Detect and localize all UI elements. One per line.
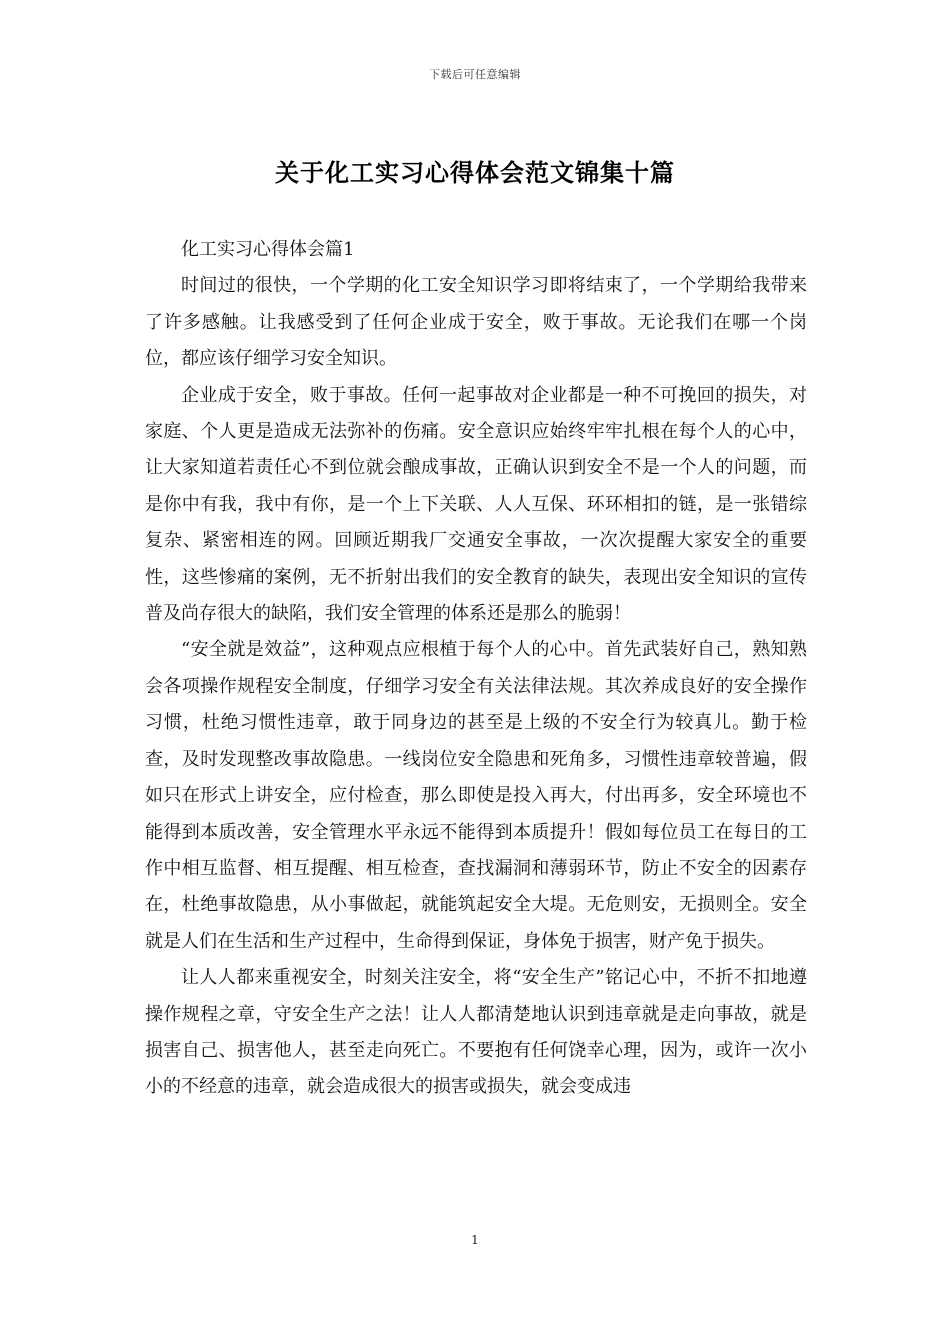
document-title: 关于化工实习心得体会范文锦集十篇 [275,158,675,187]
paragraph: 让人人都来重视安全，时刻关注安全，将“安全生产”铭记心中，不折不扣地遵操作规程之章，守安全生产之法！让人人都清楚地认识到违章就是走向事故，就是损害自己、损害他人，甚至走向死亡。不要抱有任何饶幸心理，因为，或许一次小小的不经意的违章，就会造成很大的损害或损失，就会变成违 [145,967,807,1098]
paragraph: “安全就是效益”，这种观点应根植于每个人的心中。首先武装好自己，熟知熟会各项操作规程安全制度，仔细学习安全有关法律法规。其次养成良好的安全操作习惯，杜绝习惯性违章，敢于同身边的甚至是上级的不安全行为较真儿。勤于检查，及时发现整改事故隐患。一线岗位安全隐患和死角多，习惯性违章较普遍，假如只在形式上讲安全，应付检查，那么即使是投入再大，付出再多，安全环境也不能得到本质改善，安全管理水平永远不能得到本质提升！假如每位员工在每日的工作中相互监督、相互提醒、相互检查，查找漏洞和薄弱环节，防止不安全的因素存在，杜绝事故隐患，从小事做起，就能筑起安全大堤。无危则安，无损则全。安全就是人们在生活和生产过程中，生命得到保证，身体免于损害，财产免于损失。 [145,639,807,952]
page-header: 下载后可任意编辑 [429,68,521,81]
paragraph: 时间过的很快，一个学期的化工安全知识学习即将结束了，一个学期给我带来了许多感触。让我感受到了任何企业成于安全，败于事故。无论我们在哪一个岗位，都应该仔细学习安全知识。 [145,275,807,370]
paragraph: 企业成于安全，败于事故。任何一起事故对企业都是一种不可挽回的损失，对家庭、个人更是造成无法弥补的伤痛。安全意识应始终牢牢扎根在每个人的心中，让大家知道若责任心不到位就会酿成事故，正确认识到安全不是一个人的问题，而是你中有我，我中有你，是一个上下关联、人人互保、环环相扣的链，是一张错综复杂、紧密相连的网。回顾近期我厂交通安全事故，一次次提醒大家安全的重要性，这些惨痛的案例，无不折射出我们的安全教育的缺失，表现出安全知识的宣传普及尚存很大的缺陷，我们安全管理的体系还是那么的脆弱！ [145,384,807,625]
section-heading: 化工实习心得体会篇1 [181,239,355,260]
page-number: 1 [471,1233,479,1247]
document-body [145,232,807,1106]
